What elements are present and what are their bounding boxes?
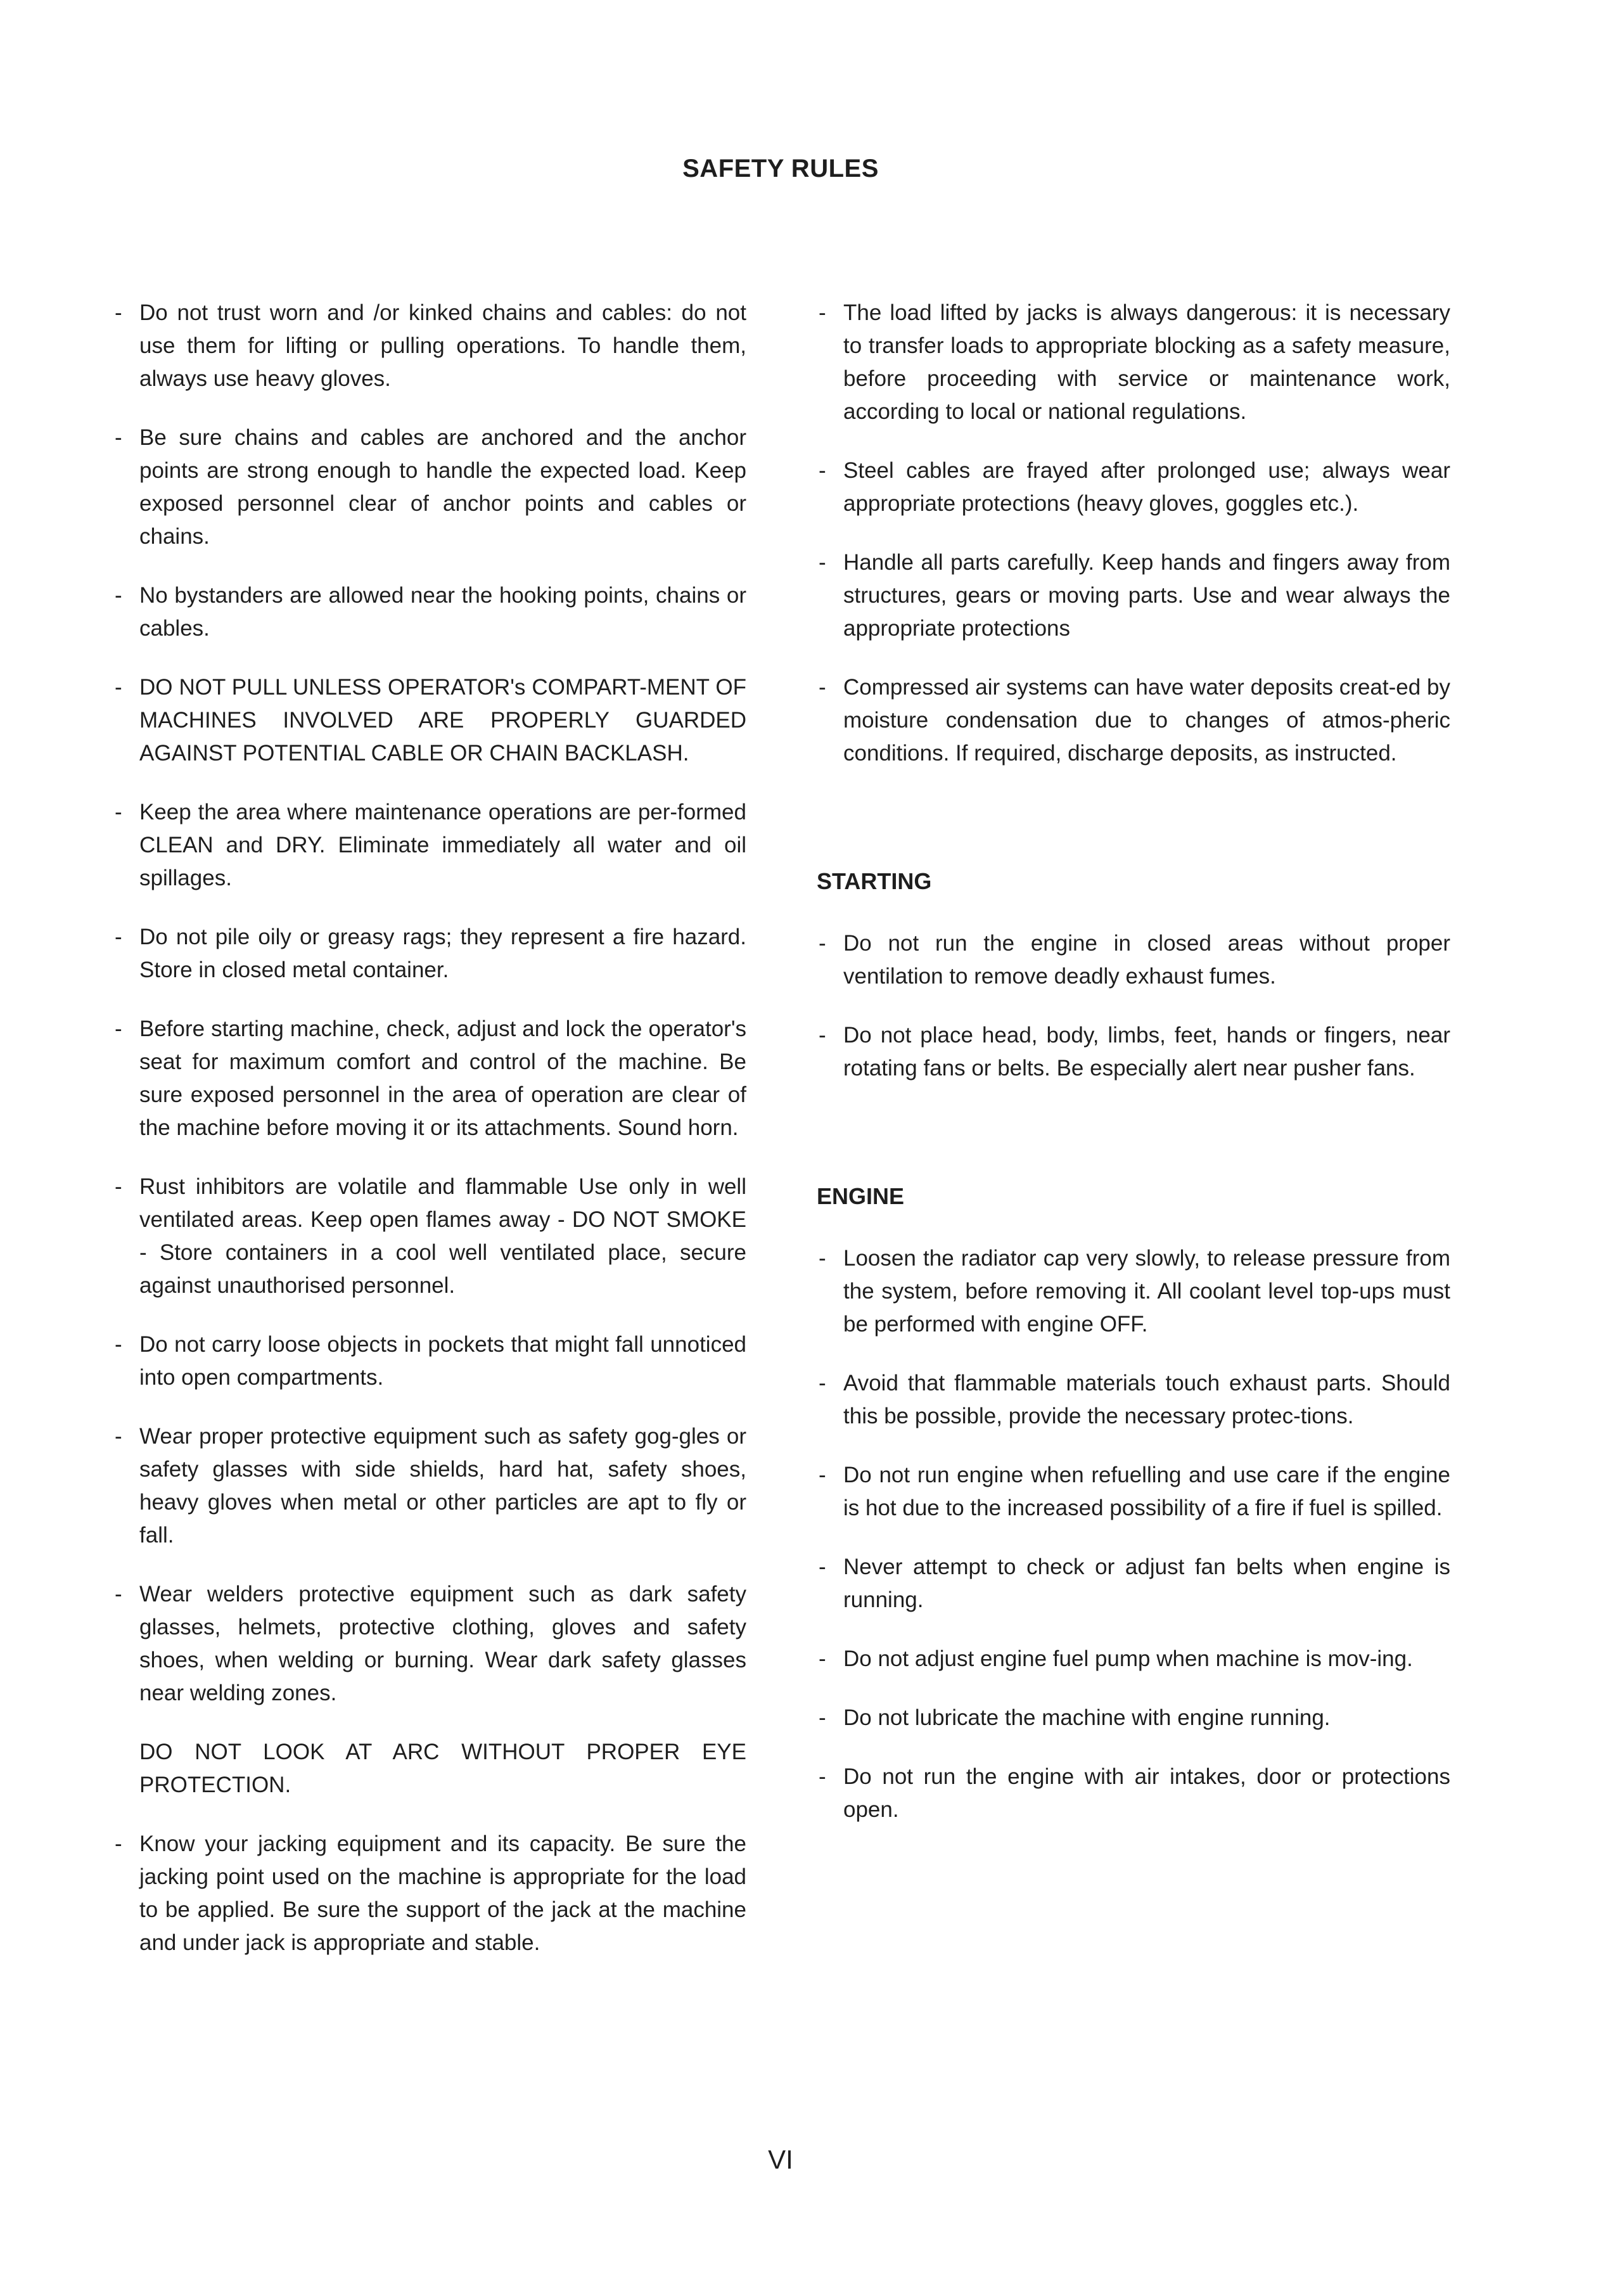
- bullet-dash: -: [819, 931, 826, 956]
- safety-rule: [817, 1760, 1450, 1826]
- safety-rule: [817, 546, 1450, 645]
- bullet-dash: -: [115, 675, 122, 700]
- rule-text: Do not pile oily or greasy rags; they represent a fire hazard. Store in closed metal container.: [139, 925, 746, 982]
- rule-text: Wear welders protective equipment such as dark safety glasses, helmets, protective clothing, gloves and safety shoes, when welding or burning. Wear dark safety glasses near welding zones.: [139, 1582, 746, 1705]
- safety-rule: [113, 671, 746, 770]
- safety-rule: [817, 1459, 1450, 1525]
- bullet-dash: -: [819, 1764, 826, 1789]
- bullet-dash: -: [819, 1646, 826, 1671]
- bullet-dash: -: [115, 583, 122, 608]
- bullet-dash: -: [115, 800, 122, 824]
- rule-text: No bystanders are allowed near the hooking points, chains or cables.: [139, 583, 746, 641]
- rule-text: Do not adjust engine fuel pump when machine is mov-ing.: [843, 1646, 1413, 1671]
- safety-rule: [113, 1828, 746, 1959]
- safety-rule: [113, 921, 746, 987]
- safety-rule: [817, 1242, 1450, 1341]
- rule-text: Steel cables are frayed after prolonged use; always wear appropriate protections (heavy gloves, goggles etc.).: [843, 458, 1450, 516]
- bullet-dash: -: [115, 1332, 122, 1357]
- rule-text: Before starting machine, check, adjust and lock the operator's seat for maximum comfort and control of the machine. Be sure exposed personnel in the area of operation are clear of the machine before moving it or its attachments. Sound horn.: [139, 1017, 746, 1140]
- rule-text: Never attempt to check or adjust fan belts when engine is running.: [843, 1555, 1450, 1612]
- rule-text: Do not place head, body, limbs, feet, hands or fingers, near rotating fans or belts. Be especially alert near pusher fans.: [843, 1023, 1450, 1081]
- bullet-dash: -: [115, 1582, 122, 1607]
- rule-text: Do not lubricate the machine with engine running.: [843, 1705, 1331, 1730]
- safety-rule: [817, 927, 1450, 993]
- bullet-dash: -: [115, 1174, 122, 1199]
- safety-rule: [113, 1170, 746, 1302]
- bullet-dash: -: [819, 1023, 826, 1048]
- rule-text: DO NOT PULL UNLESS OPERATOR's COMPART-MENT OF MACHINES INVOLVED ARE PROPERLY GUARDED AGAINST POTENTIAL CABLE OR CHAIN BACKLASH.: [139, 675, 746, 766]
- safety-rule: [817, 1367, 1450, 1433]
- rule-text: Keep the area where maintenance operations are per-formed CLEAN and DRY. Eliminate immediately all water and oil spillages.: [139, 800, 746, 890]
- safety-rule: [817, 1643, 1450, 1676]
- rule-text: Be sure chains and cables are anchored and the anchor points are strong enough to handle the expected load. Keep exposed personnel clear of anchor points and cables or chains.: [139, 425, 746, 549]
- safety-note: [113, 1736, 746, 1802]
- rule-text: Know your jacking equipment and its capacity. Be sure the jacking point used on the machine is appropriate for the load to be applied. Be sure the support of the jack at the machine and under jack is appropriate and stable.: [139, 1831, 746, 1955]
- rule-text: Do not run the engine with air intakes, door or protections open.: [843, 1764, 1450, 1822]
- safety-rule: [113, 1578, 746, 1710]
- bullet-dash: -: [819, 1555, 826, 1579]
- rule-text: Wear proper protective equipment such as safety gog-gles or safety glasses with side shields, hard hat, safety shoes, heavy gloves when metal or other particles are apt to fly or fall.: [139, 1424, 746, 1548]
- rule-text: The load lifted by jacks is always dangerous: it is necessary to transfer loads to appropriate blocking as a safety measure, before proceeding with service or maintenance work, according to local or national regulations.: [843, 300, 1450, 424]
- safety-rule: [817, 297, 1450, 428]
- rule-text: Do not run engine when refuelling and use care if the engine is hot due to the increased possibility of a fire if fuel is spilled.: [843, 1463, 1450, 1520]
- left-column: [113, 297, 746, 1985]
- page-number: VI: [768, 2145, 793, 2174]
- bullet-dash: -: [115, 1424, 122, 1449]
- rule-text: Handle all parts carefully. Keep hands and fingers away from structures, gears or moving parts. Use and wear always the appropriate protections: [843, 550, 1450, 641]
- safety-rule: [113, 421, 746, 553]
- bullet-dash: -: [819, 1246, 826, 1271]
- bullet-dash: -: [115, 1017, 122, 1041]
- safety-rule: [817, 454, 1450, 520]
- rule-text: Do not trust worn and /or kinked chains and cables: do not use them for lifting or pulling operations. To handle them, always use heavy gloves.: [139, 300, 746, 391]
- rule-text: Compressed air systems can have water deposits creat-ed by moisture condensation due to changes of atmos-pheric conditions. If required, discharge deposits, as instructed.: [843, 675, 1450, 766]
- bullet-dash: -: [115, 925, 122, 949]
- safety-rule: [113, 796, 746, 895]
- section-heading-starting: STARTING: [817, 868, 932, 894]
- page-title: SAFETY RULES: [682, 155, 879, 183]
- bullet-dash: -: [115, 1831, 122, 1856]
- safety-rule: [817, 671, 1450, 770]
- bullet-dash: -: [115, 300, 122, 325]
- safety-rule: [113, 579, 746, 645]
- rule-text: DO NOT LOOK AT ARC WITHOUT PROPER EYE PROTECTION.: [139, 1740, 746, 1797]
- bullet-dash: -: [819, 1705, 826, 1730]
- safety-rule: [817, 1702, 1450, 1735]
- section-heading-engine: ENGINE: [817, 1183, 905, 1209]
- rule-text: Do not run the engine in closed areas without proper ventilation to remove deadly exhaust fumes.: [843, 931, 1450, 989]
- safety-rule: [817, 1019, 1450, 1085]
- right-column: [817, 297, 1450, 1852]
- safety-rule: [817, 1551, 1450, 1617]
- bullet-dash: -: [819, 1463, 826, 1487]
- safety-rule: [113, 1328, 746, 1394]
- bullet-dash: -: [819, 458, 826, 483]
- bullet-dash: -: [819, 1371, 826, 1395]
- safety-rule: [113, 1013, 746, 1145]
- bullet-dash: -: [115, 425, 122, 450]
- bullet-dash: -: [819, 550, 826, 575]
- safety-rule: [113, 297, 746, 395]
- rule-text: Loosen the radiator cap very slowly, to release pressure from the system, before removing it. All coolant level top-ups must be performed with engine OFF.: [843, 1246, 1450, 1337]
- bullet-dash: -: [819, 300, 826, 325]
- bullet-dash: -: [819, 675, 826, 700]
- rule-text: Rust inhibitors are volatile and flammable Use only in well ventilated areas. Keep open flames away - DO NOT SMOKE - Store containers in a cool well ventilated place, secure against unauthorised personnel.: [139, 1174, 746, 1298]
- rule-text: Avoid that flammable materials touch exhaust parts. Should this be possible, provide the necessary protec-tions.: [843, 1371, 1450, 1428]
- rule-text: Do not carry loose objects in pockets that might fall unnoticed into open compartments.: [139, 1332, 746, 1390]
- safety-rule: [113, 1420, 746, 1552]
